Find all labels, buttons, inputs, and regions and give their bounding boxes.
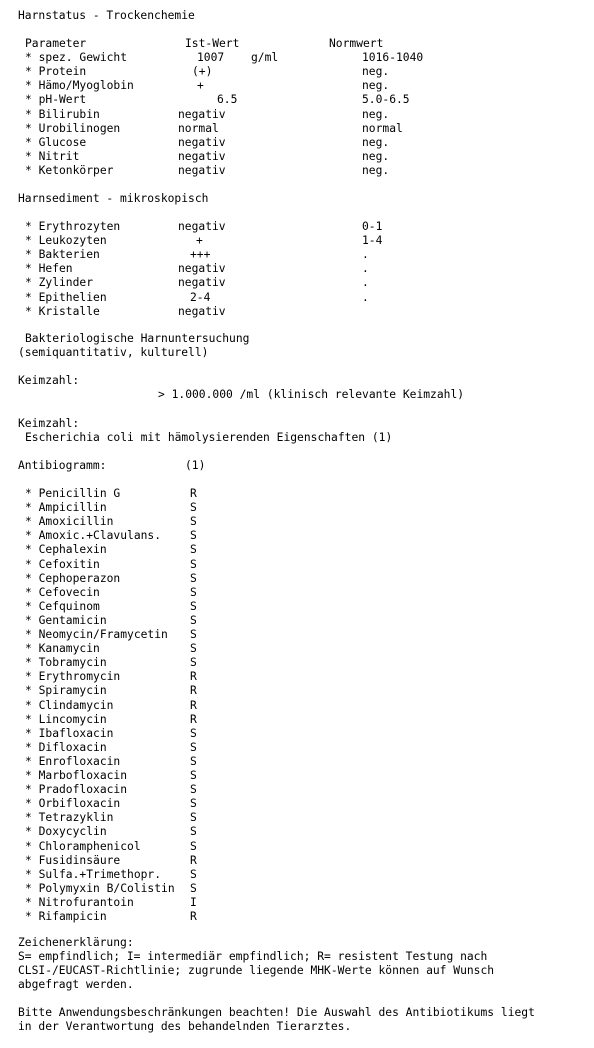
legend-title: Zeichenerklärung: bbox=[18, 936, 134, 949]
header-normwert: Normwert bbox=[329, 37, 384, 50]
antibiotic-result: S bbox=[190, 501, 197, 515]
antibiotic-name: * Erythromycin bbox=[25, 670, 121, 684]
antibiotic-name: * Rifampicin bbox=[25, 910, 107, 923]
sediment-value: negativ bbox=[178, 262, 226, 276]
harnstatus-norm: 5.0-6.5 bbox=[362, 93, 410, 107]
sediment-norm: . bbox=[362, 276, 369, 290]
antibiotic-name: * Lincomycin bbox=[25, 712, 107, 726]
antibiotic-name: * Cephalexin bbox=[25, 543, 107, 557]
antibiotic-result: S bbox=[190, 867, 197, 881]
antibiotic-result: S bbox=[190, 557, 197, 571]
antibiotic-result: S bbox=[190, 783, 197, 797]
antibiotic-result: S bbox=[190, 839, 197, 853]
sediment-param-name: * Kristalle bbox=[25, 304, 100, 318]
harnstatus-value: negativ bbox=[178, 107, 226, 121]
harnstatus-param-name: * Protein bbox=[25, 65, 87, 79]
note-line: Bitte Anwendungsbeschränkungen beachten! Die Auswahl des Antibiotikums liegt bbox=[18, 1006, 535, 1019]
antibiotic-name: * Difloxacin bbox=[25, 740, 107, 754]
antibiotic-name: * Amoxicillin bbox=[25, 515, 114, 529]
antibiotic-name: * Kanamycin bbox=[25, 642, 100, 656]
harnstatus-param-name: * Hämo/Myoglobin bbox=[25, 79, 134, 93]
sediment-param-name: * Epithelien bbox=[25, 290, 107, 304]
sediment-value: negativ bbox=[178, 304, 226, 318]
antibiotic-result: S bbox=[190, 754, 197, 768]
harnstatus-param-name: * Nitrit bbox=[25, 150, 80, 164]
harnstatus-value: negativ bbox=[178, 150, 226, 164]
harnstatus-unit: g/ml bbox=[251, 51, 279, 64]
antibiotic-name: * Marbofloxacin bbox=[25, 769, 128, 782]
sediment-value: negativ bbox=[178, 276, 226, 290]
antibiotic-name: * Cefquinom bbox=[25, 599, 100, 613]
antibiotic-name: * Fusidinsäure bbox=[25, 853, 121, 867]
antibiotic-name: * Amoxic.+Clavulans. bbox=[25, 529, 162, 543]
sediment-value: 2-4 bbox=[190, 290, 211, 304]
keimzahl-value: > 1.000.000 /ml (klinisch relevante Keimzahl) bbox=[158, 388, 465, 401]
antibiotic-result: S bbox=[190, 642, 197, 656]
section-title-sediment: Harnsediment - mikroskopisch bbox=[18, 192, 209, 205]
antibiotic-name: * Cefoxitin bbox=[25, 557, 100, 571]
antibiotic-name: * Sulfa.+Trimethopr. bbox=[25, 867, 162, 881]
sediment-value: negativ bbox=[178, 220, 226, 233]
antibiotic-name: * Chloramphenicol bbox=[25, 839, 141, 853]
antibiotic-result: R bbox=[190, 853, 197, 867]
antibiotic-result: S bbox=[190, 613, 197, 627]
harnstatus-norm: neg. bbox=[362, 65, 390, 79]
harnstatus-value: (+) bbox=[192, 65, 213, 79]
antibiotic-result: R bbox=[190, 698, 197, 712]
sediment-param-name: * Hefen bbox=[25, 262, 73, 276]
harnstatus-norm: neg. bbox=[362, 107, 390, 121]
antibiotic-result: R bbox=[190, 684, 197, 698]
antibiotic-result: S bbox=[190, 628, 197, 641]
antibiotic-result: S bbox=[190, 599, 197, 613]
harnstatus-norm: neg. bbox=[362, 79, 390, 93]
harnstatus-value: + bbox=[197, 79, 204, 93]
antibiotic-result: S bbox=[190, 726, 197, 740]
keimzahl-organism: Escherichia coli mit hämolysierenden Eigenschaften (1) bbox=[25, 431, 393, 444]
header-ist-wert: Ist-Wert bbox=[185, 37, 240, 50]
keimzahl-label-2: Keimzahl: bbox=[18, 417, 80, 430]
antibiotic-name: * Spiramycin bbox=[25, 684, 107, 698]
antibiogram-marker: (1) bbox=[185, 459, 206, 472]
harnstatus-norm: neg. bbox=[362, 164, 390, 178]
antibiotic-name: * Doxycyclin bbox=[25, 825, 107, 839]
antibiotic-name: * Nitrofurantoin bbox=[25, 895, 134, 909]
antibiotic-name: * Ampicillin bbox=[25, 501, 107, 515]
antibiotic-name: * Cefovecin bbox=[25, 585, 100, 599]
antibiotic-result: R bbox=[190, 712, 197, 726]
antibiotic-name: * Neomycin/Framycetin bbox=[25, 628, 168, 641]
bakteriologie-subtitle: (semiquantitativ, kulturell) bbox=[18, 346, 209, 359]
keimzahl-label: Keimzahl: bbox=[18, 374, 80, 387]
harnstatus-param-name: * spez. Gewicht bbox=[25, 51, 128, 64]
legend-line: abgefragt werden. bbox=[18, 978, 134, 992]
legend-line: CLSI-/EUCAST-Richtlinie; zugrunde liegende MHK-Werte können auf Wunsch bbox=[18, 964, 495, 978]
antibiotic-result: R bbox=[190, 487, 197, 500]
antibiotic-result: S bbox=[190, 571, 197, 585]
harnstatus-norm: neg. bbox=[362, 150, 390, 164]
antibiotic-result: S bbox=[190, 529, 197, 543]
sediment-param-name: * Bakterien bbox=[25, 248, 100, 262]
harnstatus-value: normal bbox=[178, 121, 219, 135]
antibiotic-result: S bbox=[190, 585, 197, 599]
antibiotic-result: R bbox=[190, 670, 197, 684]
harnstatus-value: negativ bbox=[178, 164, 226, 178]
sediment-value: +++ bbox=[190, 248, 211, 262]
antibiotic-result: S bbox=[190, 811, 197, 825]
harnstatus-param-name: * pH-Wert bbox=[25, 93, 87, 107]
antibiotic-name: * Ibafloxacin bbox=[25, 726, 114, 740]
sediment-norm: . bbox=[362, 262, 369, 276]
antibiotic-result: R bbox=[190, 910, 197, 923]
harnstatus-param-name: * Ketonkörper bbox=[25, 164, 114, 178]
antibiotic-name: * Enrofloxacin bbox=[25, 754, 121, 768]
antibiotic-result: S bbox=[190, 769, 197, 782]
antibiotic-name: * Pradofloxacin bbox=[25, 783, 128, 797]
antibiotic-name: * Penicillin G bbox=[25, 487, 121, 500]
antibiotic-result: S bbox=[190, 656, 197, 670]
antibiotic-name: * Polymyxin B/Colistin bbox=[25, 881, 175, 895]
antibiotic-result: S bbox=[190, 740, 197, 754]
sediment-norm: 1-4 bbox=[362, 234, 383, 248]
harnstatus-norm: normal bbox=[362, 121, 403, 135]
antibiotic-name: * Tetrazyklin bbox=[25, 811, 114, 825]
antibiotic-result: S bbox=[190, 797, 197, 811]
bakteriologie-title: Bakteriologische Harnuntersuchung bbox=[25, 332, 250, 345]
sediment-param-name: * Zylinder bbox=[25, 276, 94, 290]
harnstatus-norm: neg. bbox=[362, 135, 390, 149]
harnstatus-param-name: * Urobilinogen bbox=[25, 121, 121, 135]
antibiotic-name: * Clindamycin bbox=[25, 698, 114, 712]
antibiotic-name: * Cephoperazon bbox=[25, 571, 121, 585]
sediment-norm: . bbox=[362, 248, 369, 262]
note-line: in der Verantwortung des behandelnden Tierarztes. bbox=[18, 1020, 352, 1034]
header-parameter: Parameter bbox=[25, 37, 87, 50]
sediment-value: + bbox=[196, 234, 203, 248]
antibiotic-name: * Tobramycin bbox=[25, 656, 107, 670]
harnstatus-value: 1007 bbox=[197, 51, 225, 64]
harnstatus-param-name: * Bilirubin bbox=[25, 107, 100, 121]
harnstatus-param-name: * Glucose bbox=[25, 135, 87, 149]
sediment-norm: 0-1 bbox=[362, 220, 383, 233]
antibiotic-result: I bbox=[190, 895, 197, 909]
harnstatus-norm: 1016-1040 bbox=[362, 51, 424, 64]
antibiotic-result: S bbox=[190, 881, 197, 895]
harnstatus-value: 6.5 bbox=[217, 93, 238, 107]
harnstatus-value: negativ bbox=[178, 135, 226, 149]
antibiotic-result: S bbox=[190, 515, 197, 529]
sediment-param-name: * Erythrozyten bbox=[25, 220, 121, 233]
antibiotic-result: S bbox=[190, 825, 197, 839]
sediment-norm: . bbox=[362, 290, 369, 304]
antibiogram-label: Antibiogramm: bbox=[18, 459, 107, 472]
section-title-harnstatus: Harnstatus - Trockenchemie bbox=[18, 9, 195, 22]
sediment-param-name: * Leukozyten bbox=[25, 234, 107, 248]
antibiotic-name: * Gentamicin bbox=[25, 613, 107, 627]
legend-line: S= empfindlich; I= intermediär empfindlich; R= resistent Testung nach bbox=[18, 950, 488, 963]
antibiotic-name: * Orbifloxacin bbox=[25, 797, 121, 811]
antibiotic-result: S bbox=[190, 543, 197, 557]
